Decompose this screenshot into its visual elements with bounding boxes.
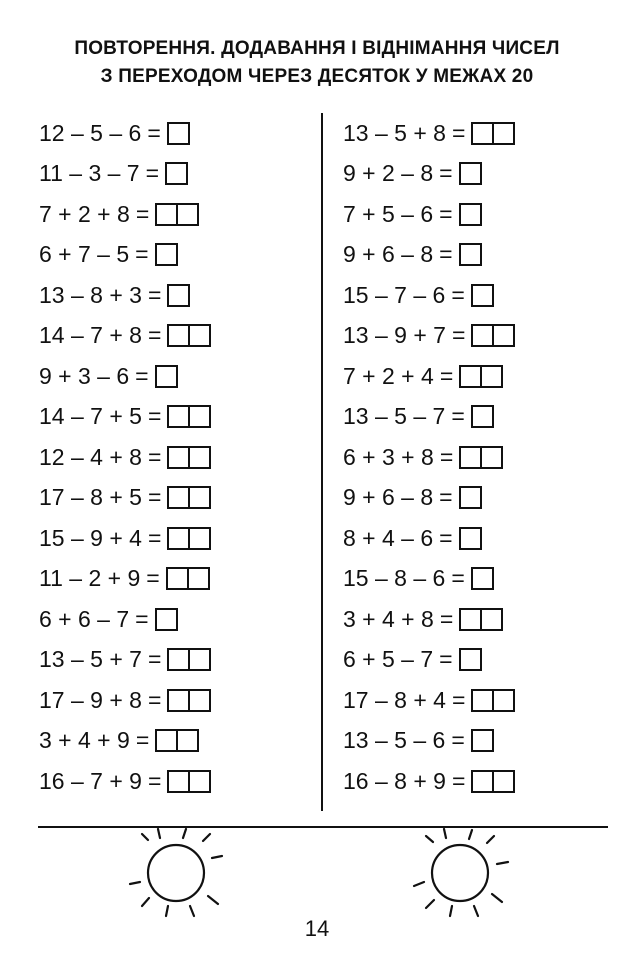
exercise-expression: 12 – 4 + 8 (39, 443, 142, 470)
answer-box[interactable] (471, 324, 494, 347)
answer-box[interactable] (155, 243, 178, 266)
exercise-expression: 3 + 4 + 9 (39, 727, 130, 754)
answer-box[interactable] (167, 284, 190, 307)
exercise-expression: 7 + 2 + 8 (39, 200, 130, 227)
exercise-row (39, 275, 211, 316)
exercise-row (343, 154, 515, 195)
right-exercise-column (343, 113, 515, 802)
exercise-expression: 15 – 9 + 4 (39, 524, 142, 551)
answer-box[interactable] (459, 486, 482, 509)
answer-box[interactable] (480, 446, 503, 469)
equals-sign: = (146, 565, 160, 592)
exercise-expression: 15 – 8 – 6 (343, 565, 446, 592)
exercise-expression: 11 – 2 + 9 (39, 565, 141, 592)
exercise-expression: 13 – 5 – 6 (343, 727, 446, 754)
answer-box[interactable] (167, 527, 190, 550)
exercise-expression: 17 – 9 + 8 (39, 686, 142, 713)
answer-boxes[interactable] (167, 486, 211, 509)
equals-sign: = (135, 727, 150, 754)
equals-sign: = (147, 403, 162, 430)
exercise-expression: 6 + 7 – 5 (39, 241, 130, 268)
answer-boxes[interactable] (155, 365, 178, 388)
answer-box[interactable] (167, 446, 190, 469)
exercise-row (343, 113, 515, 154)
answer-box[interactable] (459, 446, 482, 469)
sun-icon (412, 828, 516, 920)
equals-sign: = (439, 241, 453, 268)
exercise-expression: 14 – 7 + 8 (39, 322, 142, 349)
answer-box[interactable] (188, 324, 211, 347)
answer-box[interactable] (471, 567, 494, 590)
answer-boxes[interactable] (166, 567, 210, 590)
exercise-row (39, 154, 211, 195)
equals-sign: = (451, 119, 466, 146)
exercise-row (343, 194, 515, 235)
answer-boxes[interactable] (155, 243, 178, 266)
answer-box[interactable] (167, 324, 190, 347)
answer-box[interactable] (167, 405, 190, 428)
exercise-row (343, 599, 515, 640)
exercise-row (343, 356, 515, 397)
answer-boxes[interactable] (459, 365, 503, 388)
answer-box[interactable] (176, 729, 199, 752)
exercise-expression: 3 + 4 + 8 (343, 605, 434, 632)
answer-boxes[interactable] (459, 243, 482, 266)
answer-box[interactable] (492, 324, 515, 347)
equals-sign: = (147, 686, 162, 713)
answer-box[interactable] (167, 689, 190, 712)
equals-sign: = (439, 646, 453, 673)
exercise-row (343, 640, 515, 681)
answer-boxes[interactable] (167, 527, 211, 550)
answer-box[interactable] (459, 203, 482, 226)
equals-sign: = (451, 767, 466, 794)
answer-box[interactable] (480, 365, 503, 388)
equals-sign: = (451, 565, 465, 592)
exercise-row (39, 397, 211, 438)
answer-box[interactable] (188, 527, 211, 550)
answer-box[interactable] (155, 203, 178, 226)
equals-sign: = (145, 160, 160, 187)
answer-box[interactable] (471, 770, 494, 793)
exercise-expression: 14 – 7 + 5 (39, 403, 142, 430)
exercise-expression: 9 + 3 – 6 (39, 362, 130, 389)
exercise-expression: 17 – 8 + 4 (343, 686, 446, 713)
exercise-expression: 16 – 7 + 9 (39, 767, 142, 794)
answer-box[interactable] (459, 608, 482, 631)
exercise-expression: 16 – 8 + 9 (343, 767, 446, 794)
answer-box[interactable] (187, 567, 210, 590)
answer-box[interactable] (167, 648, 190, 671)
exercise-expression: 6 + 5 – 7 (343, 646, 434, 673)
exercise-expression: 13 – 5 + 8 (343, 119, 446, 146)
answer-box[interactable] (471, 122, 494, 145)
answer-box[interactable] (471, 729, 494, 752)
answer-box[interactable] (188, 648, 211, 671)
equals-sign: = (439, 524, 453, 551)
exercise-row (39, 721, 211, 762)
exercise-row (39, 518, 211, 559)
answer-boxes[interactable] (471, 324, 515, 347)
exercise-row (39, 235, 211, 276)
answer-boxes[interactable] (167, 405, 211, 428)
answer-boxes[interactable] (459, 608, 503, 631)
equals-sign: = (439, 605, 454, 632)
exercise-expression: 12 – 5 – 6 (39, 119, 142, 146)
exercise-row (39, 194, 211, 235)
answer-boxes[interactable] (167, 648, 211, 671)
exercise-row (39, 761, 211, 802)
answer-boxes[interactable] (459, 203, 482, 226)
exercise-row (343, 761, 515, 802)
answer-boxes[interactable] (459, 162, 482, 185)
answer-boxes[interactable] (167, 770, 211, 793)
answer-boxes[interactable] (167, 122, 190, 145)
exercise-expression: 6 + 3 + 8 (343, 443, 434, 470)
exercise-expression: 15 – 7 – 6 (343, 281, 446, 308)
equals-sign: = (451, 322, 466, 349)
exercise-row (343, 478, 515, 519)
answer-box[interactable] (155, 365, 178, 388)
equals-sign: = (147, 322, 162, 349)
exercise-row (343, 316, 515, 357)
equals-sign: = (451, 403, 465, 430)
answer-box[interactable] (165, 162, 188, 185)
answer-box[interactable] (188, 486, 211, 509)
sun-icon (126, 828, 230, 920)
equals-sign: = (451, 686, 466, 713)
equals-sign: = (451, 281, 465, 308)
answer-box[interactable] (480, 608, 503, 631)
exercise-expression: 17 – 8 + 5 (39, 484, 142, 511)
left-exercise-column (39, 113, 211, 802)
equals-sign: = (439, 484, 453, 511)
exercise-expression: 9 + 6 – 8 (343, 241, 434, 268)
answer-box[interactable] (459, 527, 482, 550)
exercise-row (39, 599, 211, 640)
answer-boxes[interactable] (471, 770, 515, 793)
answer-boxes[interactable] (471, 284, 494, 307)
page-number: 14 (304, 916, 330, 941)
exercise-expression: 6 + 6 – 7 (39, 605, 130, 632)
exercise-row (39, 356, 211, 397)
exercise-row (39, 640, 211, 681)
equals-sign: = (147, 119, 161, 146)
exercise-row (39, 559, 211, 600)
answer-box[interactable] (155, 729, 178, 752)
answer-box[interactable] (188, 446, 211, 469)
answer-box[interactable] (459, 648, 482, 671)
answer-boxes[interactable] (459, 486, 482, 509)
answer-box[interactable] (459, 162, 482, 185)
exercise-expression: 8 + 4 – 6 (343, 524, 434, 551)
answer-box[interactable] (176, 203, 199, 226)
answer-boxes[interactable] (459, 527, 482, 550)
exercise-row (39, 316, 211, 357)
answer-boxes[interactable] (155, 203, 199, 226)
exercise-row (343, 559, 515, 600)
equals-sign: = (135, 362, 149, 389)
answer-boxes[interactable] (167, 324, 211, 347)
answer-boxes[interactable] (155, 608, 178, 631)
answer-boxes[interactable] (167, 284, 190, 307)
equals-sign: = (147, 524, 162, 551)
equals-sign: = (147, 443, 162, 470)
answer-box[interactable] (167, 770, 190, 793)
exercise-expression: 9 + 6 – 8 (343, 484, 434, 511)
exercise-row (343, 275, 515, 316)
answer-box[interactable] (459, 243, 482, 266)
answer-box[interactable] (492, 122, 515, 145)
answer-box[interactable] (188, 405, 211, 428)
equals-sign: = (147, 767, 162, 794)
exercise-row (39, 113, 211, 154)
equals-sign: = (135, 241, 149, 268)
answer-boxes[interactable] (167, 446, 211, 469)
equals-sign: = (135, 605, 149, 632)
answer-box[interactable] (167, 486, 190, 509)
exercise-expression: 13 – 8 + 3 (39, 281, 142, 308)
answer-box[interactable] (166, 567, 189, 590)
answer-boxes[interactable] (165, 162, 188, 185)
equals-sign: = (439, 160, 453, 187)
equals-sign: = (147, 281, 162, 308)
exercise-row (39, 437, 211, 478)
equals-sign: = (147, 484, 162, 511)
answer-boxes[interactable] (471, 122, 515, 145)
title-line-1: ПОВТОРЕННЯ. ДОДАВАННЯ І ВІДНІМАННЯ ЧИСЕЛ (74, 38, 560, 59)
exercise-expression: 13 – 9 + 7 (343, 322, 446, 349)
answer-box[interactable] (492, 689, 515, 712)
answer-box[interactable] (471, 689, 494, 712)
exercise-row (343, 518, 515, 559)
equals-sign: = (439, 443, 454, 470)
answer-box[interactable] (471, 284, 494, 307)
answer-boxes[interactable] (167, 689, 211, 712)
exercise-expression: 7 + 2 + 4 (343, 362, 434, 389)
answer-boxes[interactable] (459, 648, 482, 671)
answer-box[interactable] (188, 689, 211, 712)
exercise-expression: 13 – 5 – 7 (343, 403, 446, 430)
answer-boxes[interactable] (471, 689, 515, 712)
exercise-expression: 9 + 2 – 8 (343, 160, 434, 187)
answer-boxes[interactable] (471, 405, 494, 428)
exercise-expression: 7 + 5 – 6 (343, 200, 434, 227)
title-line-2: З ПЕРЕХОДОМ ЧЕРЕЗ ДЕСЯТОК У МЕЖАХ 20 (100, 66, 534, 87)
equals-sign: = (135, 200, 150, 227)
exercise-row (343, 721, 515, 762)
equals-sign: = (439, 200, 453, 227)
answer-box[interactable] (471, 405, 494, 428)
column-divider (321, 113, 323, 811)
footer-rule (38, 826, 608, 828)
equals-sign: = (439, 362, 454, 389)
answer-box[interactable] (188, 770, 211, 793)
equals-sign: = (147, 646, 162, 673)
exercise-row (343, 397, 515, 438)
exercise-row (39, 680, 211, 721)
answer-box[interactable] (167, 122, 190, 145)
exercise-row (343, 437, 515, 478)
answer-boxes[interactable] (471, 729, 494, 752)
exercise-row (343, 680, 515, 721)
equals-sign: = (451, 727, 465, 754)
answer-boxes[interactable] (155, 729, 199, 752)
exercise-expression: 11 – 3 – 7 (39, 160, 140, 187)
answer-box[interactable] (492, 770, 515, 793)
exercise-row (343, 235, 515, 276)
answer-boxes[interactable] (459, 446, 503, 469)
exercise-row (39, 478, 211, 519)
answer-box[interactable] (459, 365, 482, 388)
answer-boxes[interactable] (471, 567, 494, 590)
answer-box[interactable] (155, 608, 178, 631)
exercise-expression: 13 – 5 + 7 (39, 646, 142, 673)
